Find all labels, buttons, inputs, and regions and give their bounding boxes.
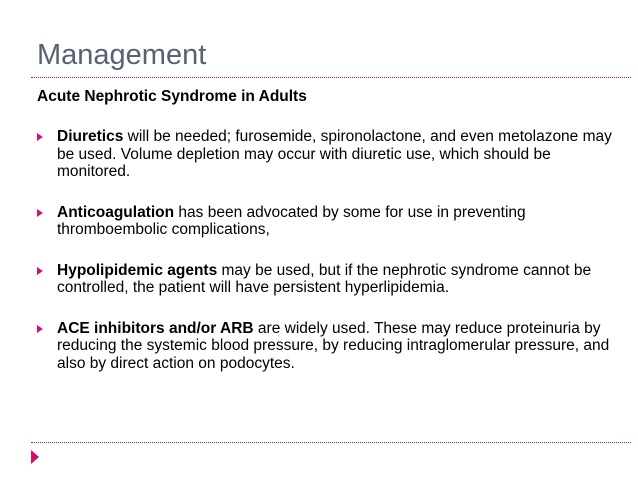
triangle-right-icon bbox=[37, 267, 43, 275]
bullet-item-hypolipidemic bbox=[37, 262, 617, 297]
bullet-term: Diuretics bbox=[57, 128, 124, 145]
triangle-right-icon bbox=[37, 133, 43, 141]
title-divider bbox=[31, 77, 631, 78]
bullet-term: Anticoagulation bbox=[57, 203, 175, 221]
triangle-right-icon bbox=[37, 209, 43, 217]
slide-subtitle: Acute Nephrotic Syndrome in Adults bbox=[37, 88, 307, 105]
bullet-term: ACE inhibitors and/or ARB bbox=[57, 319, 254, 337]
bullet-text: may be used, but if the nephrotic syndrome cannot be controlled, the patient will have persistent hyperlipidemia. bbox=[57, 261, 592, 296]
triangle-right-icon bbox=[31, 450, 39, 464]
bullet-text: has been advocated by some for use in preventing thromboembolic complications, bbox=[57, 203, 526, 238]
bullet-text: will be needed; furosemide, spironolactone, and even metolazone may be used. Volume depletion may occur with diuretic use, which should be monitored. bbox=[57, 128, 612, 180]
bullet-item-diuretics bbox=[37, 128, 617, 181]
triangle-right-icon bbox=[37, 325, 43, 333]
bullet-term: Hypolipidemic agents bbox=[57, 261, 218, 279]
slide-title: Management bbox=[37, 39, 207, 71]
bullet-item-ace-inhibitors bbox=[37, 320, 617, 373]
bullet-text: are widely used. These may reduce proteinuria by reducing the systemic blood pressure, by reducing intraglomerular pressure, and also by direct action on podocytes. bbox=[57, 319, 610, 372]
bullet-list bbox=[37, 128, 617, 395]
footer-divider bbox=[31, 442, 631, 443]
bullet-item-anticoagulation bbox=[37, 204, 617, 239]
